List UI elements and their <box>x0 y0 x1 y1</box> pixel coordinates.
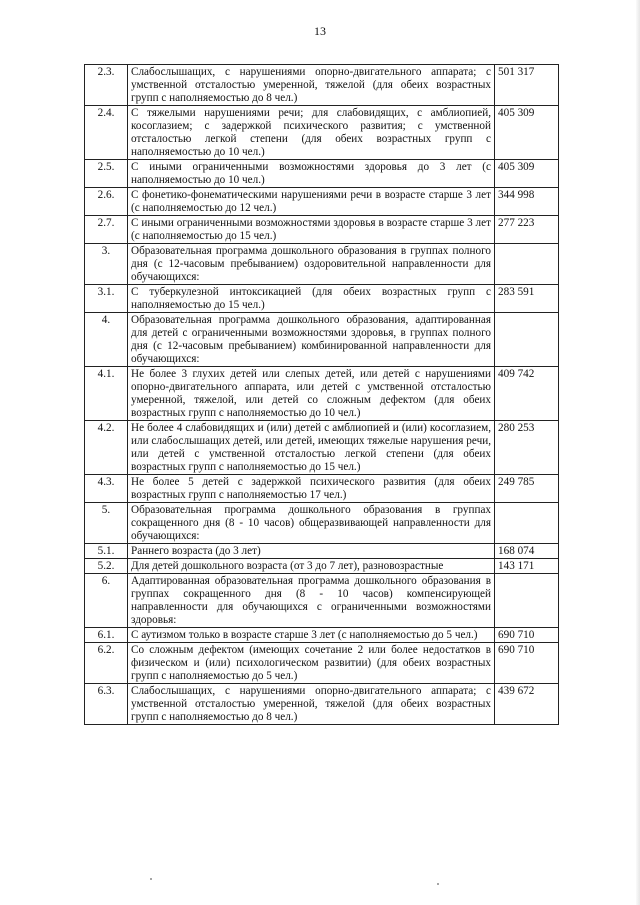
row-number: 4. <box>85 313 128 367</box>
row-description: Со сложным дефектом (имеющих сочетание 2 или более недостатков в физическом и (или) психологическом развитии) (для обеих возрастных групп с наполняемостью до 5 чел.) <box>128 643 495 684</box>
row-description: Адаптированная образовательная программа дошкольного образования в группах сокращенного дня (8 - 10 часов) компенсирующей направленности для обучающихся с ограниченными возможностями здоровья: <box>128 574 495 628</box>
row-description: С иными ограниченными возможностями здоровья в возрасте старше 3 лет (с наполняемостью до 15 чел.) <box>128 216 495 244</box>
row-number: 5.2. <box>85 559 128 574</box>
table-row <box>85 285 559 313</box>
row-description: С иными ограниченными возможностями здоровья до 3 лет (с наполняемостью до 10 чел.) <box>128 160 495 188</box>
table-row <box>85 65 559 106</box>
row-number: 3. <box>85 244 128 285</box>
row-amount: 405 309 <box>495 106 559 160</box>
table-row <box>85 216 559 244</box>
table-row <box>85 421 559 475</box>
row-description: Не более 4 слабовидящих и (или) детей с амблиопией и (или) косоглазием, или слабослышащих детей, или детей, имеющих тяжелые нарушения речи, или детей с умственной отсталостью легкой степени (для обеих возрастных групп с наполняемостью до 15 чел.) <box>128 421 495 475</box>
row-amount: 690 710 <box>495 628 559 643</box>
row-amount: 409 742 <box>495 367 559 421</box>
row-description: Слабослышащих, с нарушениями опорно-двигательного аппарата; с умственной отсталостью умеренной, тяжелой (для обеих возрастных групп с наполняемостью до 8 чел.) <box>128 684 495 725</box>
row-number: 6.1. <box>85 628 128 643</box>
table-row <box>85 244 559 285</box>
page-number: 13 <box>314 24 326 38</box>
row-number: 3.1. <box>85 285 128 313</box>
row-amount: 344 998 <box>495 188 559 216</box>
row-amount <box>495 503 559 544</box>
table-row <box>85 643 559 684</box>
scan-edge <box>636 0 640 905</box>
row-number: 4.2. <box>85 421 128 475</box>
table-row <box>85 106 559 160</box>
table-row <box>85 313 559 367</box>
table-body <box>85 65 559 725</box>
row-amount: 283 591 <box>495 285 559 313</box>
row-description: Не более 5 детей с задержкой психического развития (для обеих возрастных групп с наполняемостью 17 чел.) <box>128 475 495 503</box>
table-row <box>85 475 559 503</box>
row-number: 2.7. <box>85 216 128 244</box>
table-row <box>85 574 559 628</box>
row-description: Не более 3 глухих детей или слепых детей, или детей с нарушениями опорно-двигательного аппарата, или детей с умственной отсталостью умеренной, тяжелой, или детей со сложным дефектом (для обеих возрастных групп с наполняемостью до 10 чел.) <box>128 367 495 421</box>
row-amount: 439 672 <box>495 684 559 725</box>
scan-speck <box>150 878 152 880</box>
row-number: 6.3. <box>85 684 128 725</box>
table-row <box>85 628 559 643</box>
row-amount: 690 710 <box>495 643 559 684</box>
table-row <box>85 684 559 725</box>
tariff-table <box>84 64 559 725</box>
row-description: Для детей дошкольного возраста (от 3 до 7 лет), разновозрастные <box>128 559 495 574</box>
row-number: 5.1. <box>85 544 128 559</box>
row-description: Раннего возраста (до 3 лет) <box>128 544 495 559</box>
row-number: 4.3. <box>85 475 128 503</box>
row-amount: 249 785 <box>495 475 559 503</box>
scan-speck <box>437 883 439 885</box>
row-number: 5. <box>85 503 128 544</box>
row-amount <box>495 574 559 628</box>
table-row <box>85 160 559 188</box>
row-description: Слабослышащих, с нарушениями опорно-двигательного аппарата; с умственной отсталостью умеренной, тяжелой (для обеих возрастных групп с наполняемостью до 8 чел.) <box>128 65 495 106</box>
row-number: 2.3. <box>85 65 128 106</box>
row-amount: 280 253 <box>495 421 559 475</box>
row-amount: 143 171 <box>495 559 559 574</box>
row-number: 4.1. <box>85 367 128 421</box>
row-number: 2.4. <box>85 106 128 160</box>
row-description: С тяжелыми нарушениями речи; для слабовидящих, с амблиопией, косоглазием; с задержкой психического развития; с умственной отсталостью легкой степени (для обеих возрастных групп с наполняемостью до 10 чел.) <box>128 106 495 160</box>
row-description: С аутизмом только в возрасте старше 3 лет (с наполняемостью до 5 чел.) <box>128 628 495 643</box>
row-number: 6. <box>85 574 128 628</box>
row-amount: 277 223 <box>495 216 559 244</box>
row-description: С фонетико-фонематическими нарушениями речи в возрасте старше 3 лет (с наполняемостью до 12 чел.) <box>128 188 495 216</box>
table-row <box>85 503 559 544</box>
row-description: Образовательная программа дошкольного образования, адаптированная для детей с ограниченными возможностями здоровья, в группах полного дня (с 12-часовым пребыванием) комбинированной направленности для обучающихся: <box>128 313 495 367</box>
table-row <box>85 188 559 216</box>
row-number: 6.2. <box>85 643 128 684</box>
row-amount <box>495 244 559 285</box>
row-description: Образовательная программа дошкольного образования в группах сокращенного дня (8 - 10 часов) общеразвивающей направленности для обучающихся: <box>128 503 495 544</box>
row-number: 2.6. <box>85 188 128 216</box>
table-row <box>85 367 559 421</box>
table-row <box>85 559 559 574</box>
row-number: 2.5. <box>85 160 128 188</box>
row-description: Образовательная программа дошкольного образования в группах полного дня (с 12-часовым пребыванием) оздоровительной направленности для обучающихся: <box>128 244 495 285</box>
row-description: С туберкулезной интоксикацией (для обеих возрастных групп с наполняемостью до 15 чел.) <box>128 285 495 313</box>
row-amount <box>495 313 559 367</box>
table-row <box>85 544 559 559</box>
row-amount: 501 317 <box>495 65 559 106</box>
row-amount: 405 309 <box>495 160 559 188</box>
row-amount: 168 074 <box>495 544 559 559</box>
